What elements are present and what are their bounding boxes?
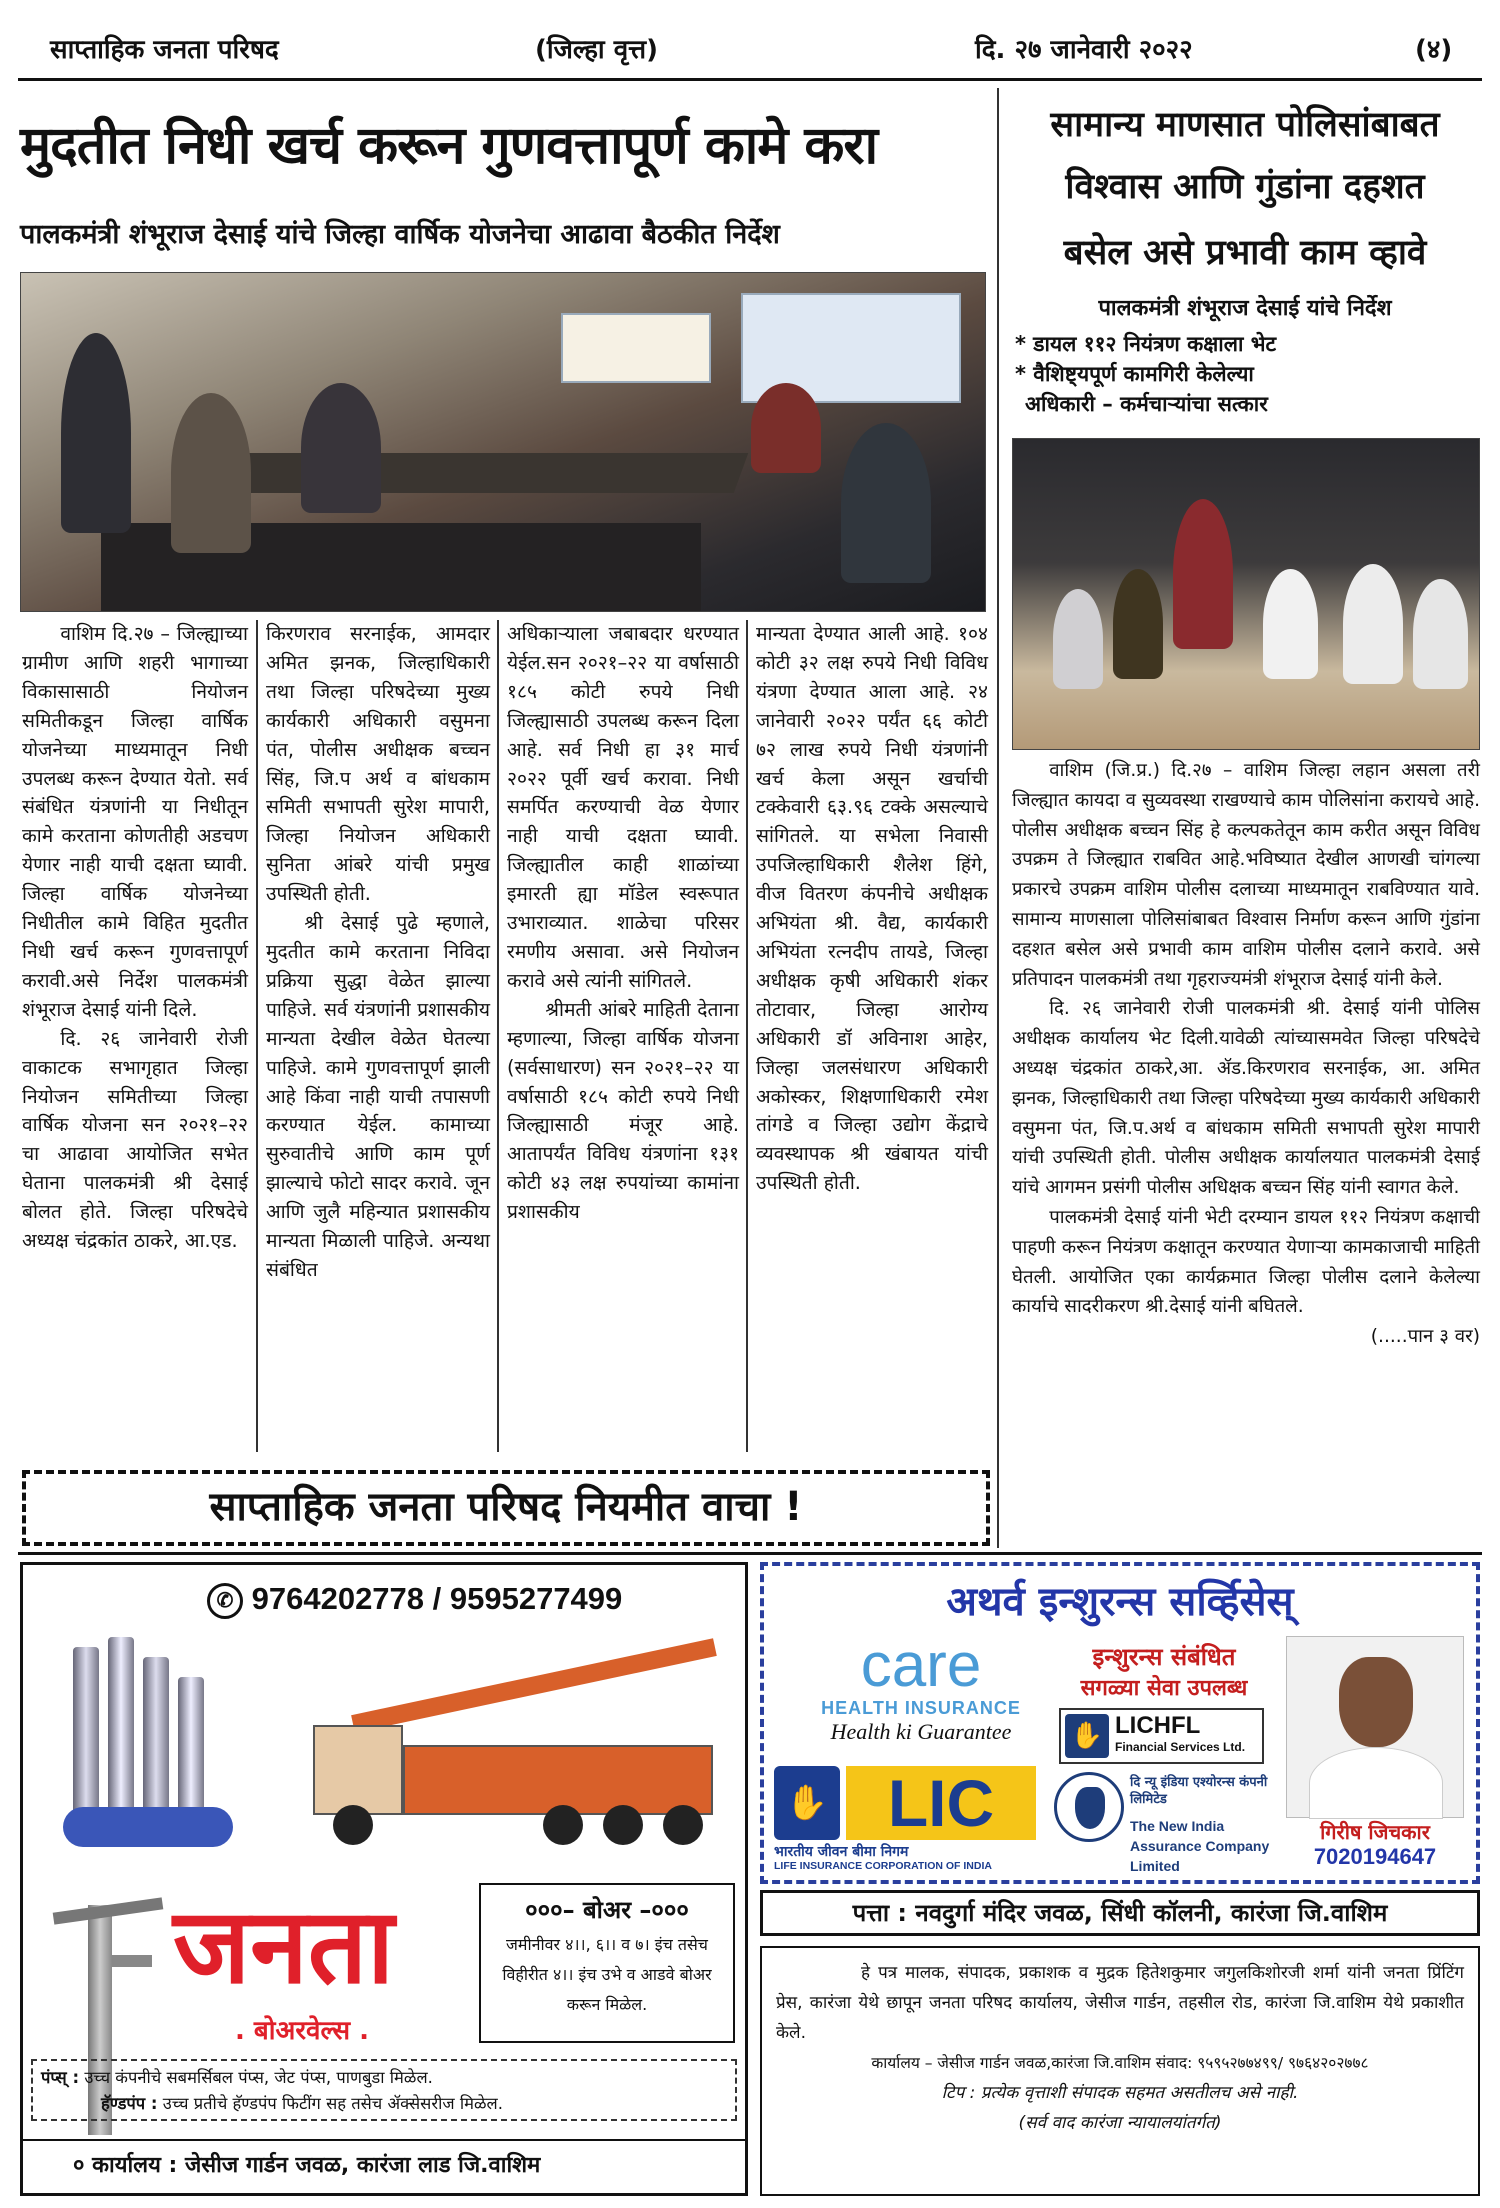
new-india-logo: दि न्यू इंडिया एश्योरन्स कंपनी लिमिटेड The New India Assurance Company Limited [1054,1772,1280,1878]
imprint-office: कार्यालय – जेसीज गार्डन जवळ,कारंजा जि.वाशिम संवाद: ९५९५२७७४९९/ ९७६४२०२७७८ [871,2054,1369,2072]
paragraph: किरणराव सरनाईक, आमदार अमित झनक, जिल्हाधिकारी तथा जिल्हा परिषदेच्या मुख्य कार्यकारी अधिकारी वसुमना पंत, पोलीस अधीक्षक बच्चन सिंह, जि.प अर्थ व बांधकाम समिती सभापती सुरेश मापारी, जिल्हा नियोजन अधिकारी सुनिता आंबरे यांची प्रमुख उपस्थिती होती. [266,622,490,906]
ad-phone: 9764202778 / 9595277499 [251,1581,623,1616]
imprint-jurisdiction: (सर्व वाद कारंजा न्यायालयांतर्गत) [1018,2113,1222,2133]
paragraph: श्रीमती आंबरे माहिती देताना म्हणाल्या, जिल्हा वार्षिक योजना (सर्वसाधारण) सन २०२१–२२ या वर्षासाठी १८५ कोटी रुपये निधी जिल्ह्यासाठी मंजूर आहे. आतापर्यंत विविध यंत्रणांना १३१ कोटी ४३ लक्ष रुपयांच्या कामांना प्रशासकीय [507,997,739,1224]
paragraph: वाशिम (जि.प्र.) दि.२७ – वाशिम जिल्हा लहान असला तरी जिल्ह्यात कायदा व सुव्यवस्था राखण्याचे काम पोलिसांना करायचे आहे. पोलीस अधीक्षक बच्चन सिंह हे कल्पकतेतून काम करीत असून विविध उपक्रम ते जिल्ह्यात राबवित आहे.भविष्यात देखील आणखी चांगल्या प्रकारचे उपक्रम वाशिम पोलीस दलाच्या माध्यमातून राबविण्यात यावे. सामान्य माणसाला पोलिसांबाबत विश्वास निर्माण करून आणि गुंडांना दहशत बसेल असे प्रभावी काम वाशिम पोलीस दलाने करावे. असे प्रतिपादन पालकमंत्री तथा गृहराज्यमंत्री शंभूराज देसाई यांनी केले. [1012,760,1480,990]
column-rule [997,88,999,1548]
borewell-truck-image [313,1625,733,1875]
meeting-photo [20,272,986,612]
side-story-body [1012,756,1480,1352]
lic-emblem-icon: ✋ [774,1766,840,1840]
insurance-title: अथर्व इन्शुरन्स सर्व्हिसेस् [946,1579,1294,1625]
side-bullet: * वैशिष्ट्यपूर्ण कामगिरी केलेल्या [1015,362,1254,386]
paragraph: पालकमंत्री देसाई यांनी भेटी दरम्यान डायल ११२ नियंत्रण कक्षाची पाहणी करून नियंत्रण कक्षातून करण्यात येणाऱ्या कामकाजाची माहिती घेतली. आयोजित एका कार्यक्रमात जिल्हा पोलीस दलाने केलेल्या कार्याचे सादरीकरण श्री.देसाई यांनी बघितले. [1012,1206,1480,1318]
section-rule [18,1552,1482,1555]
borewell-ad [20,1562,748,2196]
paper-name: साप्ताहिक जनता परिषद [50,35,279,65]
insurance-ad [760,1562,1480,1884]
imprint-note: टिप : प्रत्येक वृत्ताशी संपादक सहमत असतीलच असे नाही. [941,2083,1299,2103]
header-rule [18,78,1482,81]
janata-brand: जनता [173,1885,395,2007]
new-india-emblem-icon [1054,1772,1124,1842]
paragraph: वाशिम दि.२७ – जिल्ह्याच्या ग्रामीण आणि शहरी भागाच्या विकासासाठी नियोजन समितीकडून जिल्हा वार्षिक योजनेच्या माध्यमातून निधी उपलब्ध करून देण्यात येतो. सर्व संबंधित यंत्रणांनी या निधीतून कामे करताना कोणतीही अडचण येणार नाही याची दक्षता घ्यावी. जिल्हा वार्षिक योजनेच्या निधीतील कामे विहित मुदतीत निधी खर्च करून गुणवत्तापूर्ण करावी.असे निर्देश पालकमंत्री शंभूराज देसाई यांनी दिले. [22,622,248,1021]
main-subheadline: पालकमंत्री शंभूराज देसाई यांचे जिल्हा वार्षिक योजनेचा आढावा बैठकीत निर्देश [20,219,780,250]
insurance-tagline-1: इन्शुरन्स संबंधित [1092,1643,1236,1671]
submersible-pumps-image [53,1637,243,1857]
ad-office: ० कार्यालय : जेसीज गार्डन जवळ, कारंजा लाड जि.वाशिम [73,2153,541,2178]
imprint-box [760,1946,1480,2196]
column-rule [746,620,748,1452]
side-headline-line-3: बसेल असे प्रभावी काम व्हावे [1063,233,1427,273]
slogan-box: साप्ताहिक जनता परिषद नियमीत वाचा ! [22,1470,990,1546]
side-headline-line-2: विश्वास आणि गुंडांना दहशत [1065,167,1425,207]
imprint-text: हे पत्र मालक, संपादक, प्रकाशक व मुद्रक हितेशकुमार जगुलकिशोरजी शर्मा यांनी जनता प्रिंटिंग प्रेस, कारंजा येथे छापून जनता परिषद कार्यालय, जेसीज गार्डन, तहसील रोड, कारंजा जि.वाशिम येथे प्रकाशीत केले. [776,1963,1464,2043]
column-rule [256,620,258,1452]
handpump-label: हॅण्डपंप : [101,2094,158,2113]
paragraph: मान्यता देण्यात आली आहे. १०४ कोटी ३२ लक्ष रुपये निधी विविध यंत्रणा देण्यात आला आहे. २४ जानेवारी २०२२ पर्यंत ६६ कोटी ७२ लाख रुपये निधी यंत्रणांनी खर्च केला असून खर्चाची टक्केवारी ६३.९६ टक्के असल्याचे सांगितले. या सभेला निवासी उपजिल्हाधिकारी शैलेश हिंगे, वीज वितरण कंपनीचे अधीक्षक अभियंता श्री. वैद्य, कार्यकारी अभियंता रत्नदीप तायडे, जिल्हा अधीक्षक कृषी अधिकारी शंकर तोटावार, जिल्हा आरोग्य अधिकारी डॉ अविनाश आहेर, जिल्हा जलसंधारण अधिकारी अकोस्कर, शिक्षणाधिकारी रमेश तांगडे व जिल्हा उद्योग केंद्राचे व्यवस्थापक श्री खंबायत यांची उपस्थिती होती. [756,622,988,1195]
insurance-tagline-2: सगळ्या सेवा उपलब्ध [1080,1676,1248,1701]
column-rule [497,620,499,1452]
lichfl-emblem-icon: ✋ [1065,1714,1109,1758]
phone-icon: ✆ [207,1583,243,1619]
continued-note: (.....पान ३ वर) [1370,1326,1480,1348]
paragraph: श्री देसाई पुढे म्हणाले, मुदतीत कामे करताना निविदा प्रक्रिया सुद्धा वेळेत झाल्या पाहिजे. सर्व यंत्रणांनी प्रशासकीय मान्यता देखील वेळेत घेतल्या पाहिजे. कामे गुणवत्तापूर्ण झाली आहे किंवा नाही याची तपासणी करण्यात येईल. कामाच्या सुरुवातीचे आणि काम पूर्ण झाल्याचे फोटो सादर करावे. जून आणि जुलै महिन्यात प्रशासकीय मान्यता मिळाली पाहिजे. अन्यथा संबंधित [266,911,490,1281]
bore-info-box [479,1883,735,2043]
bore-text: जमीनीवर ४।।, ६।। व ७। इंच तसेच विहीरीत ४।। इंच उभे व आडवे बोअर करून मिळेल. [502,1935,712,2014]
side-bullet: अधिकारी – कर्मचाऱ्यांचा सत्कार [1025,392,1268,416]
lic-logo: ✋ LIC भारतीय जीवन बीमा निगम LIFE INSURANCE CORPORATION OF INDIA [774,1766,1044,1866]
issue-date: दि. २७ जानेवारी २०२२ [975,35,1193,65]
ad-divider [23,2139,745,2141]
insurance-address: पत्ता : नवदुर्गा मंदिर जवळ, सिंधी कॉलनी, कारंजा जि.वाशिम [760,1890,1480,1936]
lichfl-logo: ✋ LICHFL Financial Services Ltd. [1059,1708,1264,1764]
paragraph: दि. २६ जानेवारी रोजी वाकाटक सभागृहात जिल्हा नियोजन समितीच्या जिल्हा वार्षिक योजना सन २०२१–२२ चा आढावा आयोजित सभेत घेताना पालकमंत्री श्री देसाई बोलत होते. जिल्हा परिषदेचे अध्यक्ष चंद्रकांत ठाकरे, आ.एड. [22,1026,248,1253]
agent-photo [1286,1636,1464,1818]
pumps-text: उच्च कंपनीचे सबमर्सिबल पंप्स, जेट पंप्स, पाणबुडा मिळेल. [84,2068,433,2087]
bore-title: ०००– बोअर –००० [525,1896,689,1924]
agent-phone: 7020194647 [1313,1844,1437,1869]
pumps-info-box [31,2059,737,2121]
story-column-2 [266,620,490,1285]
handpump-text: उच्च प्रतीचे हॅण्डपंप फिटींग सह तसेच ॲक्सेसरीज मिळेल. [162,2094,503,2113]
paragraph: दि. २६ जानेवारी रोजी पालकमंत्री श्री. देसाई यांनी पोलिस अधीक्षक कार्यालय भेट दिली.यावेळी त्यांच्यासमवेत जिल्हा परिषदेचे अध्यक्ष चंद्रकांत ठाकरे,आ. ॲड.किरणराव सरनाईक, आ. अमित झनक, जिल्हाधिकारी तथा जिल्हा परिषदेच्या मुख्य कार्यकारी अधिकारी वसुमना पंत, जि.प.अर्थ व बांधकाम समिती सभापती सुरेश मापारी यांची उपस्थिती होती. पोलीस अधीक्षक कार्यालयात पालकमंत्री देसाई यांचे आगमन प्रसंगी पोलीस अधिक्षक बच्चन सिंह यांनी स्वागत केले. [1012,998,1480,1199]
pumps-label: पंप्स् : [41,2068,80,2087]
story-column-3 [507,620,739,1227]
paragraph: अधिकाऱ्याला जबाबदार धरण्यात येईल.सन २०२१–२२ या वर्षासाठी १८५ कोटी रुपये निधी जिल्ह्यासाठी उपलब्ध करून दिला आहे. सर्व निधी हा ३१ मार्च २०२२ पूर्वी खर्च करावा. निधी समर्पित करण्याची वेळ येणार नाही याची दक्षता घ्यावी. जिल्ह्यातील काही शाळांच्या इमारती ह्या मॉडेल स्वरूपात उभाराव्यात. शाळेचा परिसर रमणीय असावा. असे नियोजन करावे असे त्यांनी सांगितले. [507,622,739,992]
side-bullet: * डायल ११२ नियंत्रण कक्षाला भेट [1015,332,1277,356]
main-headline: मुदतीत निधी खर्च करून गुणवत्तापूर्ण कामे करा [20,116,878,176]
page-number: (४) [1415,35,1453,65]
story-column-1 [22,620,248,1256]
janata-brand-sub: . बोअरवेल्स . [235,2016,370,2046]
side-headline-line-1: सामान्य माणसात पोलिसांबाबत [1050,105,1440,145]
police-event-photo [1012,438,1480,750]
ad-phone-row [207,1581,622,1619]
section-label: (जिल्हा वृत्त) [535,35,659,65]
agent-name: गिरीष जिचकार [1320,1820,1430,1844]
care-logo: care HEALTH INSURANCE Health ki Guarantee [821,1631,1021,1744]
story-column-4 [756,620,988,1198]
side-byline: पालकमंत्री शंभूराज देसाई यांचे निर्देश [1098,296,1392,321]
